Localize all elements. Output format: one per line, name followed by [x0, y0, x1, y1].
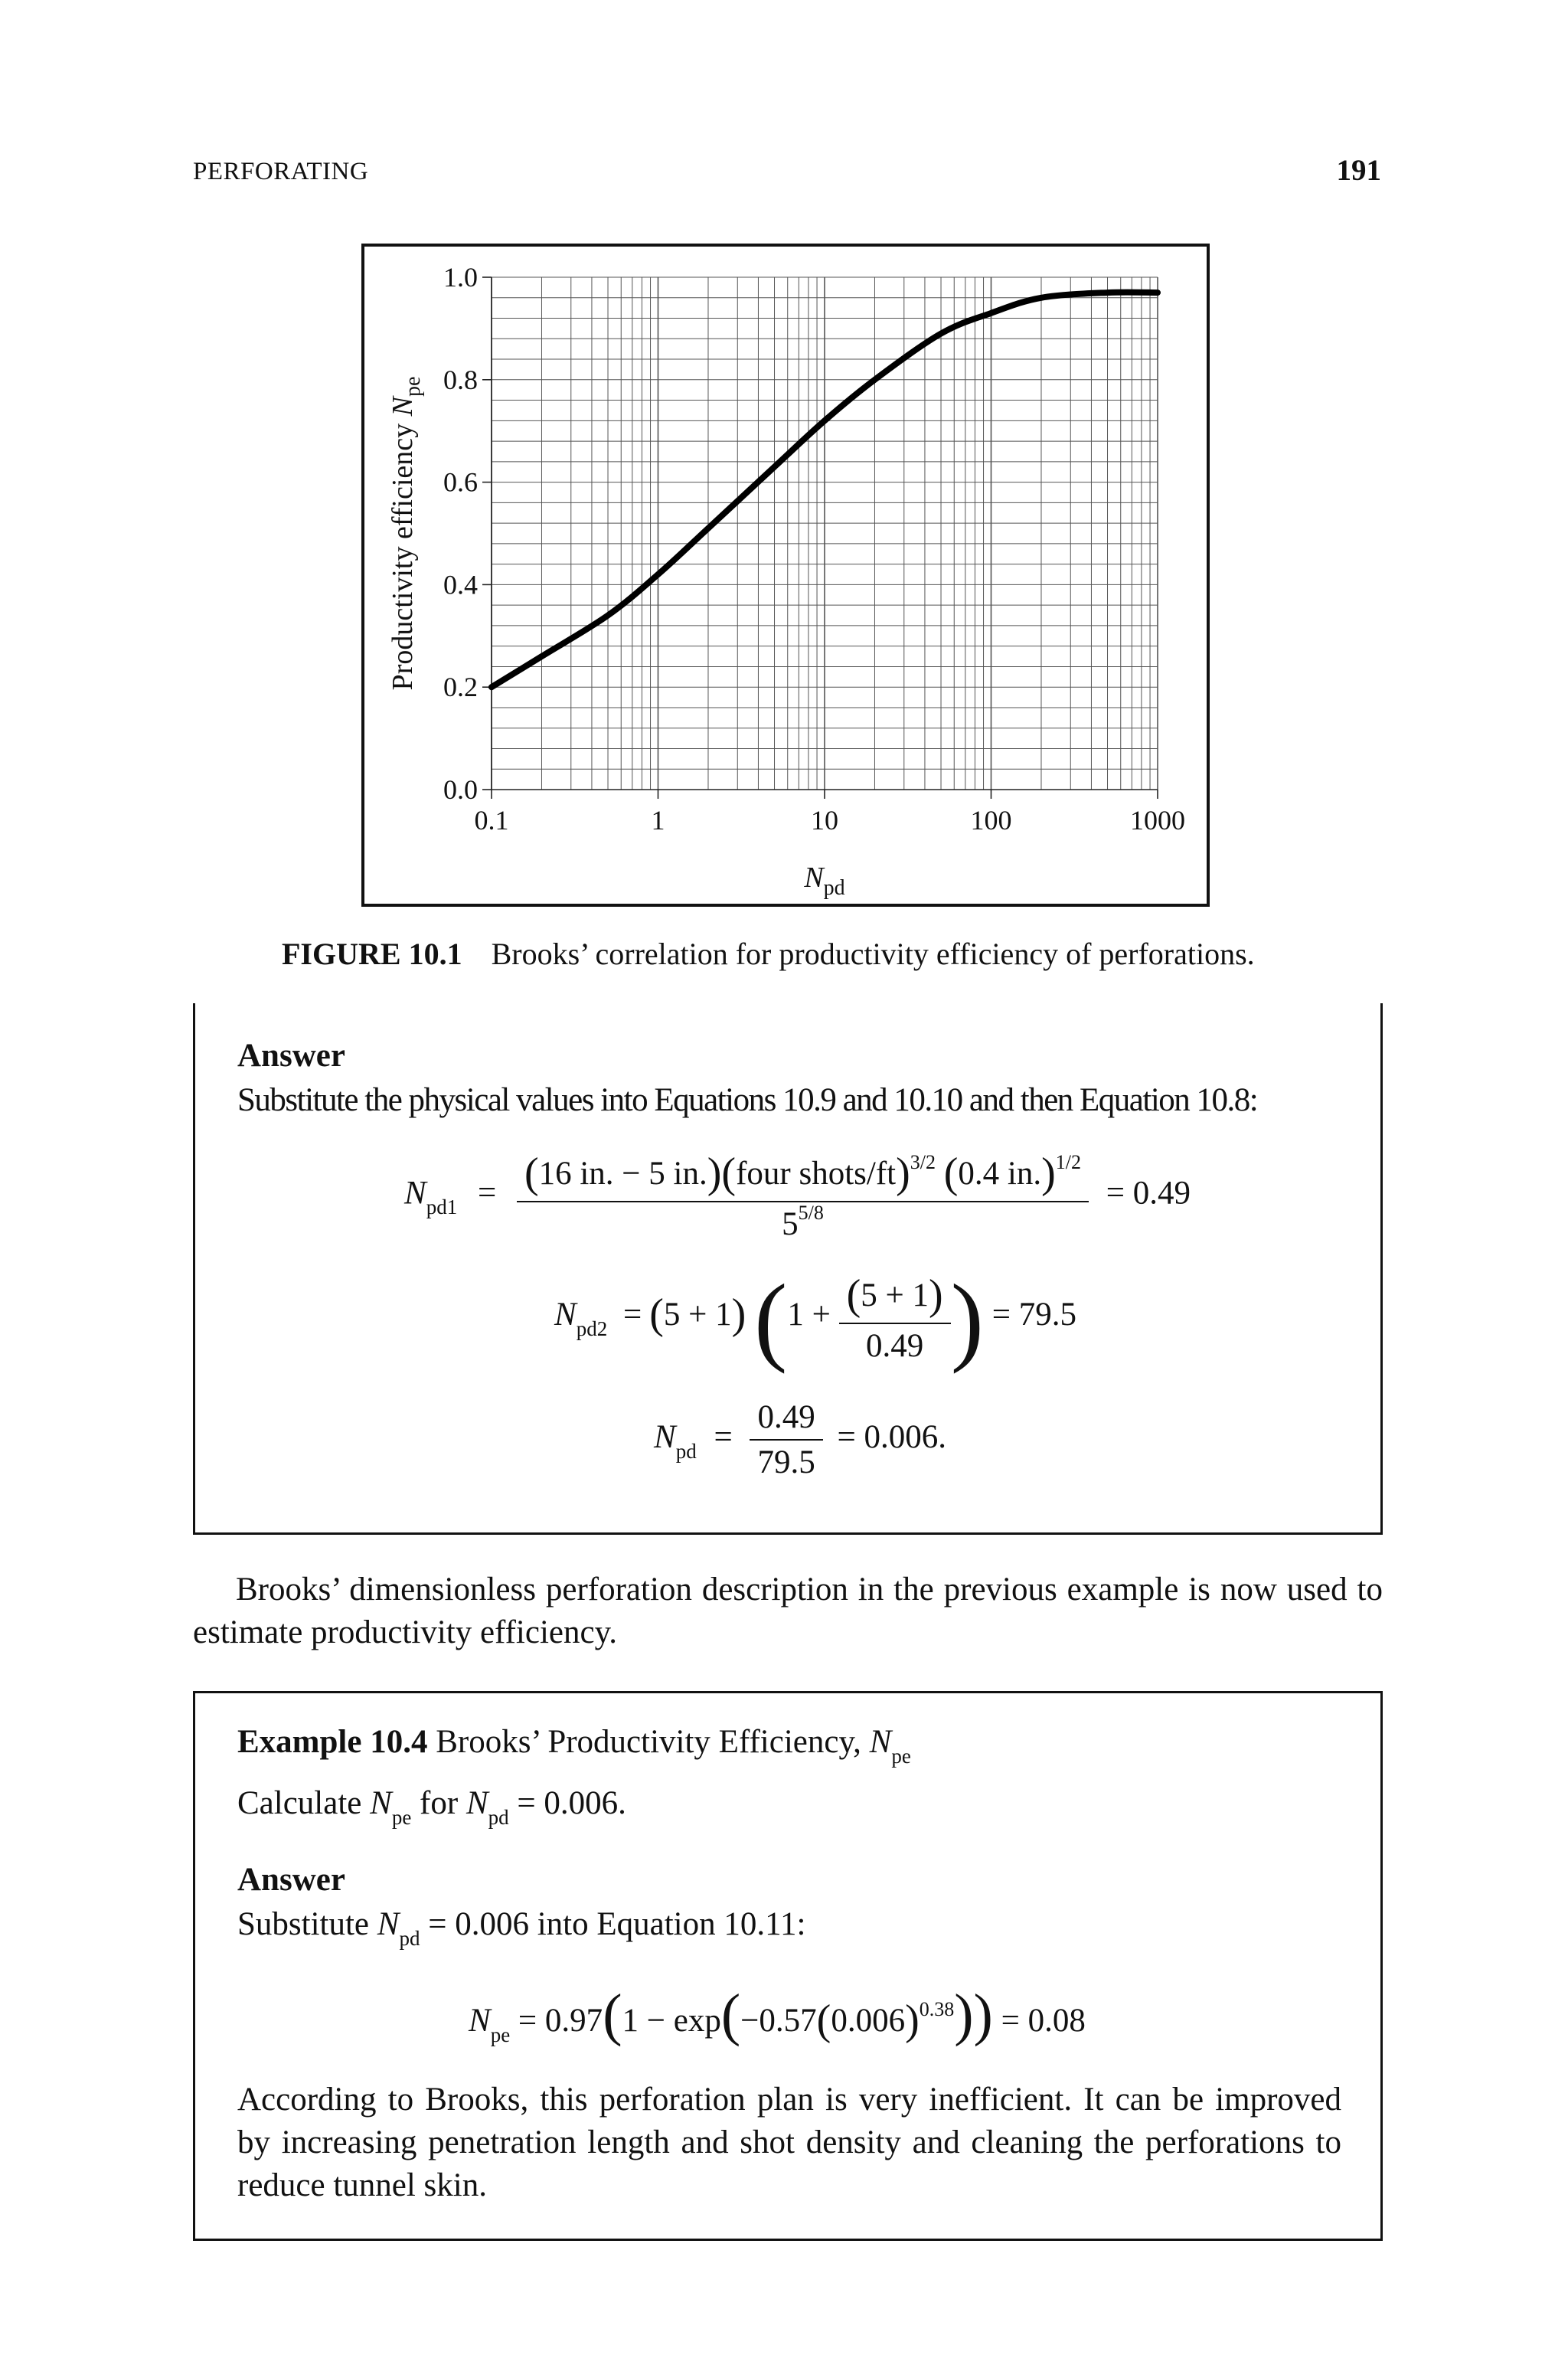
y-tick-label: 0.4: [443, 569, 478, 600]
eq3-lhs-sub: pd: [675, 1439, 697, 1463]
npe-lhs-sub: pe: [490, 2023, 511, 2046]
ai-post: = 0.006 into Equation 10.11:: [420, 1906, 806, 1942]
example-answer-heading: Answer: [237, 1862, 345, 1898]
eq1-den: 5: [782, 1206, 799, 1242]
q-var1: N: [370, 1785, 392, 1821]
eq1-term-b: four shots/ft: [736, 1156, 897, 1192]
eq3-num: 0.49: [750, 1398, 822, 1441]
example-title-sub: pe: [891, 1745, 911, 1768]
y-tick-label: 1.0: [443, 262, 478, 293]
running-head: PERFORATING: [193, 158, 369, 185]
example-title: [237, 1723, 911, 1768]
eq1-term-a: 16 in. − 5 in.: [538, 1156, 707, 1192]
y-tick-label: 0.2: [443, 672, 478, 703]
eq3-fraction: [750, 1398, 822, 1481]
q-post: = 0.006.: [508, 1785, 626, 1821]
eq1-term-c: 0.4 in.: [958, 1156, 1042, 1192]
example-title-text: Brooks’ Productivity Efficiency,: [436, 1724, 870, 1760]
x-tick-label: 10: [811, 805, 838, 836]
chart-svg: [364, 247, 1213, 910]
eq2-one: 1 +: [787, 1297, 831, 1333]
npe-val: 0.006: [831, 2003, 906, 2039]
equation-npd2: $N_{pd2} = (5 + 1) (1$ + $\frac{(5 + 1)}{0.49}$ ) = 79.5: [554, 1264, 1076, 1375]
npe-coef: = 0.97: [518, 2003, 603, 2039]
q-pre: Calculate: [237, 1785, 371, 1821]
eq2-lhs-sub: pd2: [576, 1317, 608, 1340]
eq1-exp-a: 3/2: [910, 1151, 936, 1173]
x-tick-label: 1: [651, 805, 665, 836]
x-tick-label: 0.1: [474, 805, 509, 836]
eq2-frac-den: 0.49: [866, 1327, 924, 1364]
y-tick-label: 0.8: [443, 364, 478, 395]
example-title-var: N: [869, 1724, 892, 1760]
y-tick-label: 0.0: [443, 774, 478, 805]
x-tick-label: 1000: [1130, 805, 1185, 836]
answer-heading: Answer: [237, 1038, 345, 1074]
eq1-exp-b: 1/2: [1055, 1151, 1081, 1173]
eq3-den: 79.5: [757, 1444, 815, 1480]
q-sub2: pd: [488, 1806, 509, 1829]
figure-label: FIGURE 10.1: [282, 937, 462, 971]
q-var2: N: [466, 1785, 488, 1821]
example-label: Example 10.4: [237, 1724, 428, 1760]
example-answer-intro: [237, 1905, 806, 1950]
q-sub1: pe: [391, 1806, 412, 1829]
equation-npd1: $N_{pd1}$ = $\frac{(16 in. - 5 in.)(four shots/ft)^{3/2} (0.4 in.)^{1/2}}{5^{5/8}}$ = 0.49: [404, 1150, 1191, 1242]
eq2-frac-num: 5 + 1: [861, 1277, 929, 1313]
figure-caption-text: Brooks’ correlation for productivity efficiency of perforations.: [491, 937, 1255, 971]
example-question: [237, 1784, 626, 1829]
npe-power: 0.38: [919, 1998, 955, 2020]
answer-intro: Substitute the physical values into Equations 10.9 and 10.10 and then Equation 10.8:: [237, 1082, 1258, 1118]
eq1-lhs: N: [404, 1175, 426, 1212]
figure-chart: [361, 244, 1210, 907]
transition-paragraph: Brooks’ dimensionless perforation description in the previous example is now used to estimate productivity efficiency.: [193, 1572, 1383, 1650]
eq1-lhs-sub: pd1: [426, 1195, 458, 1219]
npe-inner: −0.57: [740, 2003, 817, 2039]
equation-npd: $N_{pd}$ = $\frac{0.49}{79.5}$ = 0.006.: [654, 1399, 946, 1480]
q-mid: for: [411, 1785, 466, 1821]
eq3-result: 0.006.: [864, 1418, 946, 1455]
eq1-den-exp: 5/8: [798, 1202, 824, 1224]
npe-exp: 1 − exp: [622, 2003, 721, 2039]
eq2-lhs: N: [554, 1297, 577, 1333]
eq3-lhs: N: [654, 1418, 676, 1455]
equation-npe: $N_{pe} = 0.97(1 - \exp(-0.57(0.006)^{0.38})) = 0.08$: [469, 1983, 1086, 2047]
y-tick-label: 0.6: [443, 466, 478, 498]
npe-lhs: N: [469, 2003, 491, 2039]
x-axis-label: $N_{pd}$: [804, 862, 845, 900]
npe-result: = 0.08: [1001, 2003, 1086, 2039]
ai-pre: Substitute: [237, 1906, 377, 1942]
eq2-fraction: $\frac{(5 + 1)}{0.49}$: [839, 1271, 951, 1365]
eq1-fraction: $\frac{(16 in. - 5 in.)(four shots/ft)^{3/2} (0.4 in.)^{1/2}}{5^{5/8}}$: [517, 1149, 1089, 1243]
ai-var: N: [377, 1906, 400, 1942]
example-conclusion: According to Brooks, this perforation plan is very inefficient. It can be improved by increasing penetration length and shot density and cleaning the perforations to reduce tunnel skin.: [237, 2082, 1341, 2203]
eq2-term-a: 5 + 1: [663, 1297, 732, 1333]
page-number: 191: [1336, 154, 1381, 187]
x-tick-label: 100: [970, 805, 1012, 836]
ai-sub: pd: [399, 1927, 420, 1950]
figure-caption: [282, 936, 1255, 972]
eq1-result: 0.49: [1132, 1175, 1191, 1212]
eq2-result: 79.5: [1018, 1297, 1076, 1333]
y-axis-label: Productivity efficiency $N_{pe}$: [387, 376, 425, 691]
